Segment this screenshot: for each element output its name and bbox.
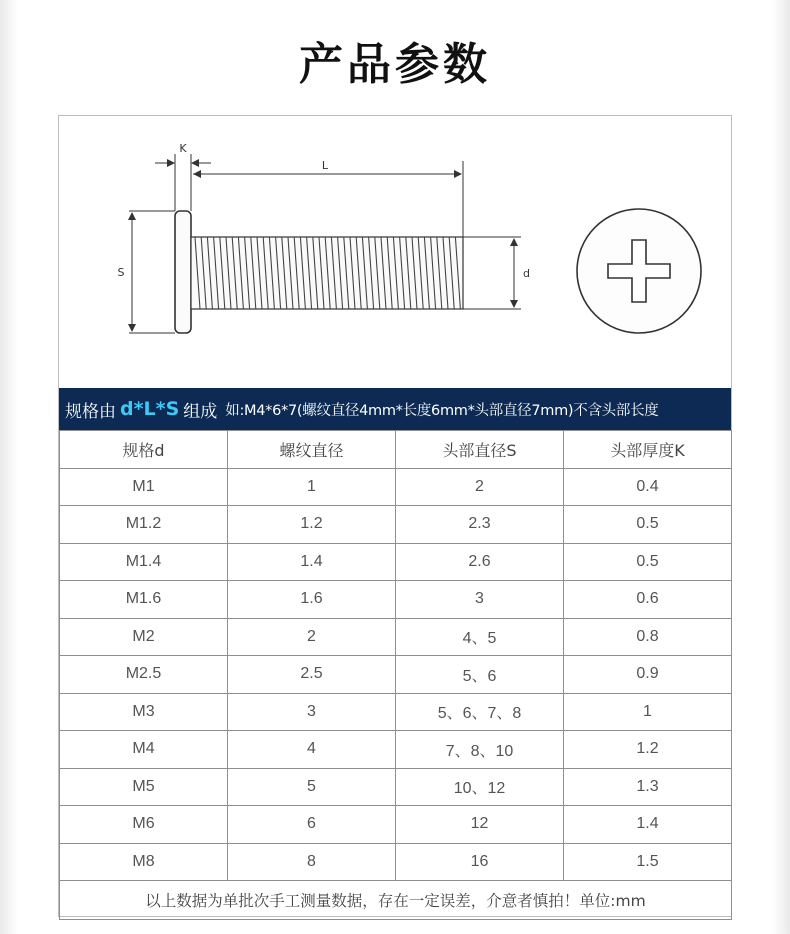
cell-thread: 2.5 — [228, 656, 396, 694]
cell-head-thick: 0.8 — [564, 618, 732, 656]
measurement-note: 以上数据为单批次手工测量数据，存在一定误差，介意者慎拍！单位:mm — [60, 881, 732, 920]
cell-size: M6 — [60, 806, 228, 844]
cell-size: M1.6 — [60, 581, 228, 619]
cell-size: M8 — [60, 843, 228, 881]
cell-head-dia: 12 — [396, 806, 564, 844]
label-s: S — [117, 266, 125, 279]
left-edge-shade — [0, 0, 18, 934]
cell-thread: 1.6 — [228, 581, 396, 619]
header-head-thickness: 头部厚度K — [564, 431, 732, 469]
screw-shank — [191, 237, 463, 309]
cell-head-thick: 1.2 — [564, 731, 732, 769]
screw-top-view — [577, 209, 701, 333]
cell-thread: 1 — [228, 468, 396, 506]
screw-head — [175, 211, 191, 333]
cell-size: M4 — [60, 731, 228, 769]
table-row — [60, 693, 732, 731]
banner-example: 如:M4*6*7(螺纹直径4mm*长度6mm*头部直径7mm)不含头部长度 — [225, 402, 659, 419]
right-edge-shade — [772, 0, 790, 934]
spec-table — [59, 430, 732, 920]
table-row — [60, 581, 732, 619]
cell-thread: 3 — [228, 693, 396, 731]
cell-thread: 1.2 — [228, 506, 396, 544]
cell-head-dia: 3 — [396, 581, 564, 619]
table-row — [60, 806, 732, 844]
page-title: 产品参数 — [299, 39, 491, 90]
cell-head-dia: 7、8、10 — [396, 731, 564, 769]
table-row — [60, 543, 732, 581]
cell-head-thick: 0.6 — [564, 581, 732, 619]
banner-prefix: 规格由 — [65, 401, 116, 422]
cell-size: M2.5 — [60, 656, 228, 694]
table-header-row — [60, 431, 732, 469]
screw-diagram — [59, 116, 731, 386]
table-row — [60, 468, 732, 506]
cell-head-thick: 1.3 — [564, 768, 732, 806]
cell-thread: 8 — [228, 843, 396, 881]
header-head-diameter: 头部直径S — [396, 431, 564, 469]
cell-thread: 5 — [228, 768, 396, 806]
header-size: 规格d — [60, 431, 228, 469]
banner-formula: d*L*S — [120, 398, 180, 420]
table-row — [60, 768, 732, 806]
cell-head-thick: 0.5 — [564, 506, 732, 544]
cell-head-thick: 1 — [564, 693, 732, 731]
cell-head-dia: 10、12 — [396, 768, 564, 806]
cell-thread: 6 — [228, 806, 396, 844]
spec-card — [58, 115, 732, 917]
cell-thread: 4 — [228, 731, 396, 769]
banner-suffix: 组成 — [183, 401, 218, 422]
label-l: L — [321, 159, 329, 172]
cell-size: M3 — [60, 693, 228, 731]
table-row — [60, 731, 732, 769]
cell-head-dia: 5、6、7、8 — [396, 693, 564, 731]
label-k: K — [179, 142, 187, 155]
cell-size: M1 — [60, 468, 228, 506]
table-note-row — [60, 881, 732, 920]
cell-head-thick: 1.4 — [564, 806, 732, 844]
cell-head-thick: 1.5 — [564, 843, 732, 881]
cell-head-dia: 2 — [396, 468, 564, 506]
spec-banner — [59, 388, 731, 430]
table-row — [60, 618, 732, 656]
cell-head-dia: 5、6 — [396, 656, 564, 694]
cell-thread: 1.4 — [228, 543, 396, 581]
cell-size: M1.2 — [60, 506, 228, 544]
table-row — [60, 506, 732, 544]
cell-head-thick: 0.9 — [564, 656, 732, 694]
cell-size: M1.4 — [60, 543, 228, 581]
header-thread-diameter: 螺纹直径 — [228, 431, 396, 469]
table-row — [60, 843, 732, 881]
cell-head-dia: 2.3 — [396, 506, 564, 544]
cell-head-dia: 4、5 — [396, 618, 564, 656]
cell-head-thick: 0.5 — [564, 543, 732, 581]
cell-size: M2 — [60, 618, 228, 656]
label-d: d — [523, 267, 530, 280]
cell-thread: 2 — [228, 618, 396, 656]
cell-head-dia: 2.6 — [396, 543, 564, 581]
cell-head-thick: 0.4 — [564, 468, 732, 506]
table-row — [60, 656, 732, 694]
cell-head-dia: 16 — [396, 843, 564, 881]
cell-size: M5 — [60, 768, 228, 806]
